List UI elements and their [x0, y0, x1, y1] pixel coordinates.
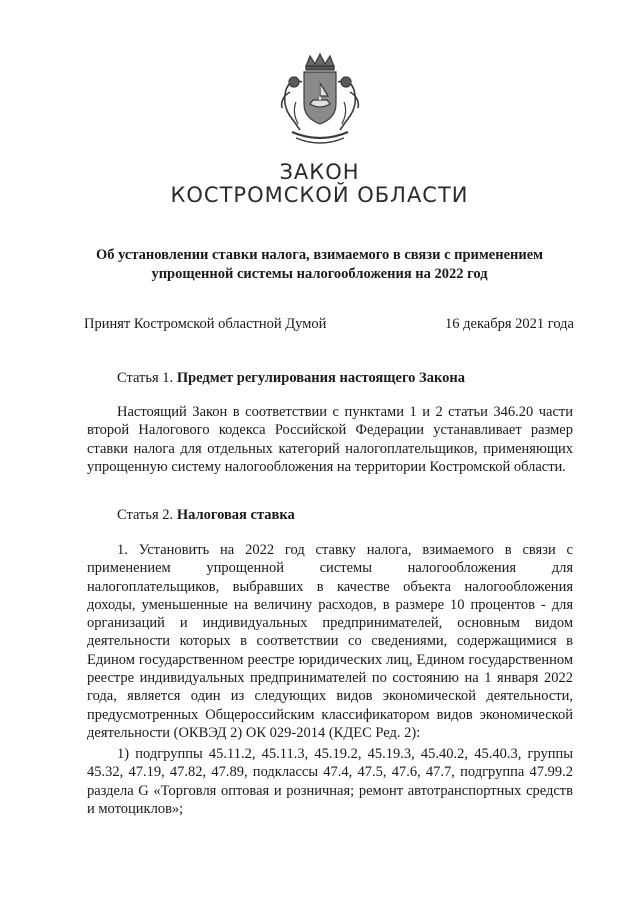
article-2-title: Налоговая ставка [176, 507, 295, 523]
article-1-text: Настоящий Закон в соответствии с пунктами 1 и 2 статьи 346.20 части второй Налогового кодекса Российской Федерации устанавливает размер ставки налога для отдельных категорий налогоплательщиков, применяющих упрощенную систему налогообложения на территории Костромской области. [87, 404, 573, 475]
law-heading: Об установлении ставки налога, взимаемого в связи с применением упрощенной системы налогообложения на 2022 год [95, 247, 544, 282]
adopted-date: 16 декабря 2021 года [445, 316, 574, 332]
article-2-prefix: Статья 2. [117, 507, 174, 523]
region-title: КОСТРОМСКОЙ ОБЛАСТИ [170, 183, 469, 207]
law-title: ЗАКОН [279, 160, 360, 184]
article-1-title: Предмет регулирования настоящего Закона [176, 370, 465, 386]
adoption-line [84, 316, 574, 333]
article-2-item-1: 1) подгруппы 45.11.2, 45.11.3, 45.19.2, 45.19.3, 45.40.2, 45.40.3, группы 45.32, 47.19, 47.82, 47.89, подклассы 47.4, 47.5, 47.6, 47.7, подгруппа 47.99.2 раздела G «Торговля оптовая и розничная; ремонт автотранспортных средств и мотоциклов»; [87, 746, 573, 817]
coat-of-arms-emblem [270, 52, 370, 148]
article-1-prefix: Статья 1. [117, 370, 174, 386]
article-2-heading [117, 507, 295, 524]
article-1-heading [117, 370, 465, 387]
adopted-by: Принят Костромской областной Думой [84, 316, 327, 332]
article-2-paragraph-1: 1. Установить на 2022 год ставку налога, взимаемого в связи с применением упрощенной системы налогообложения для налогоплательщиков, выбравших в качестве объекта налогообложения доходы, уменьшенные на величину расходов, в размере 10 процентов - для организаций и индивидуальных предпринимателей, основным видом деятельности которых в соответствии со сведениями, содержащимися в Едином государственном реестре юридических лиц, Едином государственном реестре индивидуальных предпринимателей по состоянию на 1 января 2022 года, является один из следующих видов экономической деятельности, предусмотренных Общероссийским классификатором видов экономической деятельности (ОКВЭД 2) ОК 029-2014 (КДЕС Ред. 2): [87, 542, 573, 741]
